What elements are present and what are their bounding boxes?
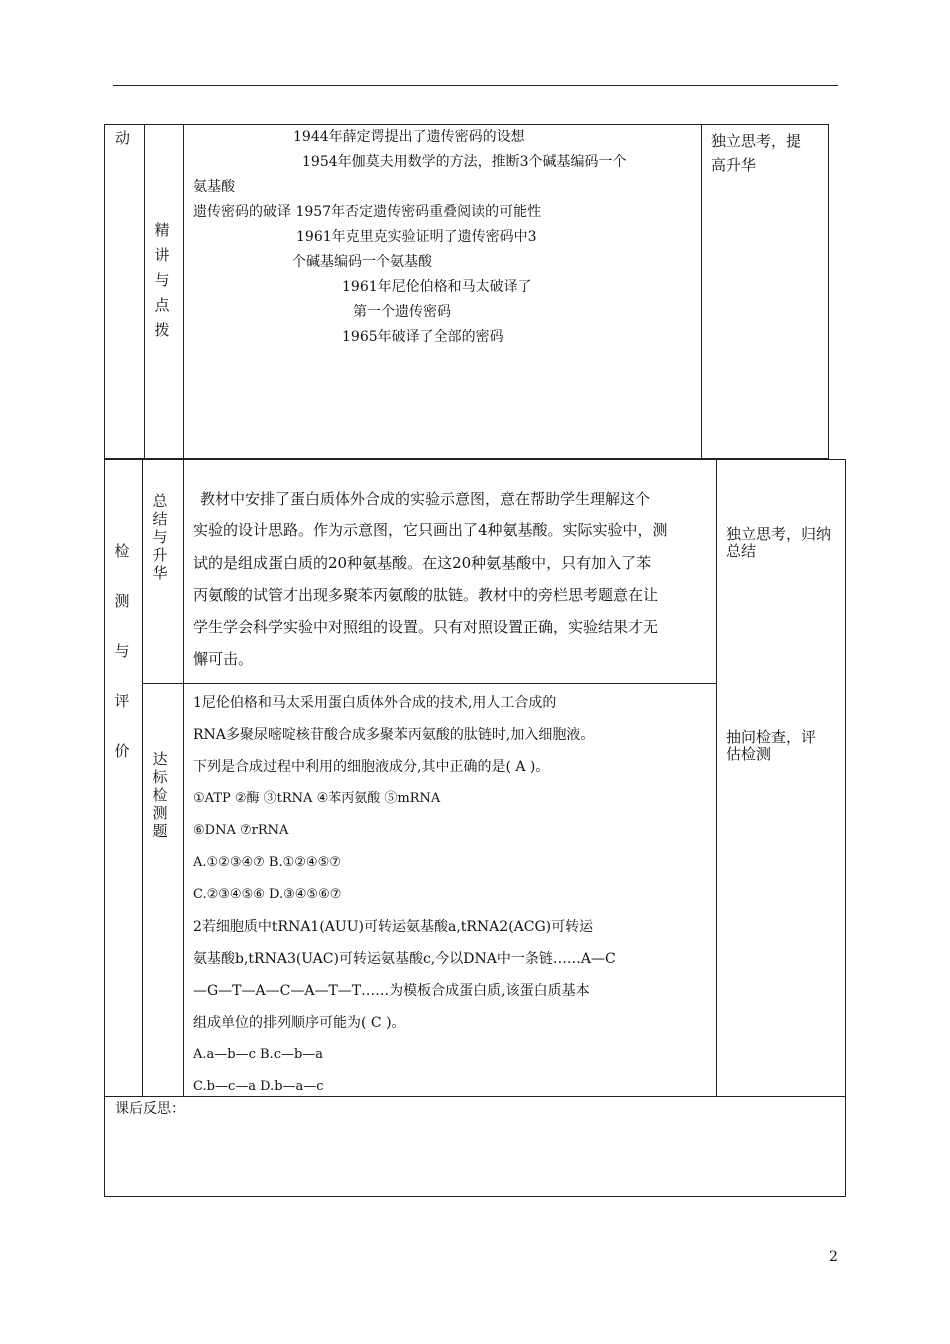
timeline-line: 1944年薛定谔提出了遗传密码的设想 <box>293 129 525 145</box>
timeline-line: 1965年破译了全部的密码 <box>342 329 504 345</box>
reflection-divider <box>104 1096 846 1097</box>
question-line: 1尼伦伯格和马太采用蛋白质体外合成的技术,用人工合成的 <box>193 695 557 711</box>
top-sub-label: 精 讲 与 点 拨 <box>154 221 170 339</box>
question-line: A.①②③④⑦ B.①②④⑤⑦ <box>193 855 341 870</box>
header-rule <box>113 85 838 86</box>
timeline-line: 1961年克里克实验证明了遗传密码中3 <box>296 229 537 245</box>
question-line: C.b—c—a D.b—a—c <box>193 1079 324 1094</box>
question-line: A.a—b—c B.c—b—a <box>193 1047 324 1062</box>
top-divider-1 <box>144 124 145 459</box>
summary-line: 懈可击。 <box>193 650 254 668</box>
timeline-line: 个碱基编码一个氨基酸 <box>292 254 432 270</box>
question-line: C.②③④⑤⑥ D.③④⑤⑥⑦ <box>193 887 342 902</box>
timeline-line: 氨基酸 <box>193 179 235 195</box>
summary-line: 实验的设计思路。作为示意图，它只画出了4种氨基酸。实际实验中，测 <box>193 521 668 539</box>
summary-line: 教材中安排了蛋白质体外合成的实验示意图，意在帮助学生理解这个 <box>200 490 651 508</box>
question-line: 氨基酸b,tRNA3(UAC)可转运氨基酸c,今以DNA中一条链……A—C <box>193 951 616 967</box>
timeline-line: 1961年尼伦伯格和马太破译了 <box>342 279 532 295</box>
test-right-note: 抽问检查，评 估检测 <box>726 728 817 763</box>
question-line: —G—T—A—C—A—T—T……为模板合成蛋白质,该蛋白质基本 <box>193 983 590 999</box>
reflection-label: 课后反思： <box>115 1101 185 1117</box>
bottom-left-label: 检 测 与 评 价 <box>114 542 130 760</box>
question-line: 下列是合成过程中利用的细胞液成分,其中正确的是( A )。 <box>193 759 550 775</box>
bottom-divider-1 <box>142 459 143 1096</box>
timeline-line: 第一个遗传密码 <box>353 304 451 320</box>
question-line: RNA多聚尿嘧啶核苷酸合成多聚苯丙氨酸的肽链时,加入细胞液。 <box>193 727 595 743</box>
summary-line: 丙氨酸的试管才出现多聚苯丙氨酸的肽链。教材中的旁栏思考题意在让 <box>193 586 659 604</box>
top-left-label: 动 <box>115 129 131 147</box>
question-line: ⑥DNA ⑦rRNA <box>193 823 289 838</box>
question-line: 2若细胞质中tRNA1(AUU)可转运氨基酸a,tRNA2(ACG)可转运 <box>193 919 594 935</box>
top-right-note: 独立思考，提 高升华 <box>711 132 802 174</box>
test-sub-label: 达 标 检 测 题 <box>152 750 168 840</box>
question-line: 组成单位的排列顺序可能为( C )。 <box>193 1015 406 1031</box>
timeline-line: 遗传密码的破译 1957年否定遗传密码重叠阅读的可能性 <box>193 204 542 220</box>
page-number: 2 <box>829 1249 838 1265</box>
summary-line: 学生学会科学实验中对照组的设置。只有对照设置正确，实验结果才无 <box>193 618 659 636</box>
bottom-divider-3 <box>716 459 717 1096</box>
top-divider-2 <box>183 124 184 459</box>
bottom-row-divider <box>142 683 717 684</box>
bottom-divider-2 <box>183 459 184 1096</box>
top-divider-3 <box>701 124 702 459</box>
summary-sub-label: 总 结 与 升 华 <box>152 492 168 582</box>
summary-line: 试的是组成蛋白质的20种氨基酸。在这20种氨基酸中，只有加入了苯 <box>193 554 652 572</box>
timeline-line: 1954年伽莫夫用数学的方法，推断3个碱基编码一个 <box>302 154 627 170</box>
summary-right-note: 独立思考，归纳 总结 <box>726 525 832 560</box>
question-line: ①ATP ②酶 ③tRNA ④苯丙氨酸 ⑤mRNA <box>193 791 441 806</box>
